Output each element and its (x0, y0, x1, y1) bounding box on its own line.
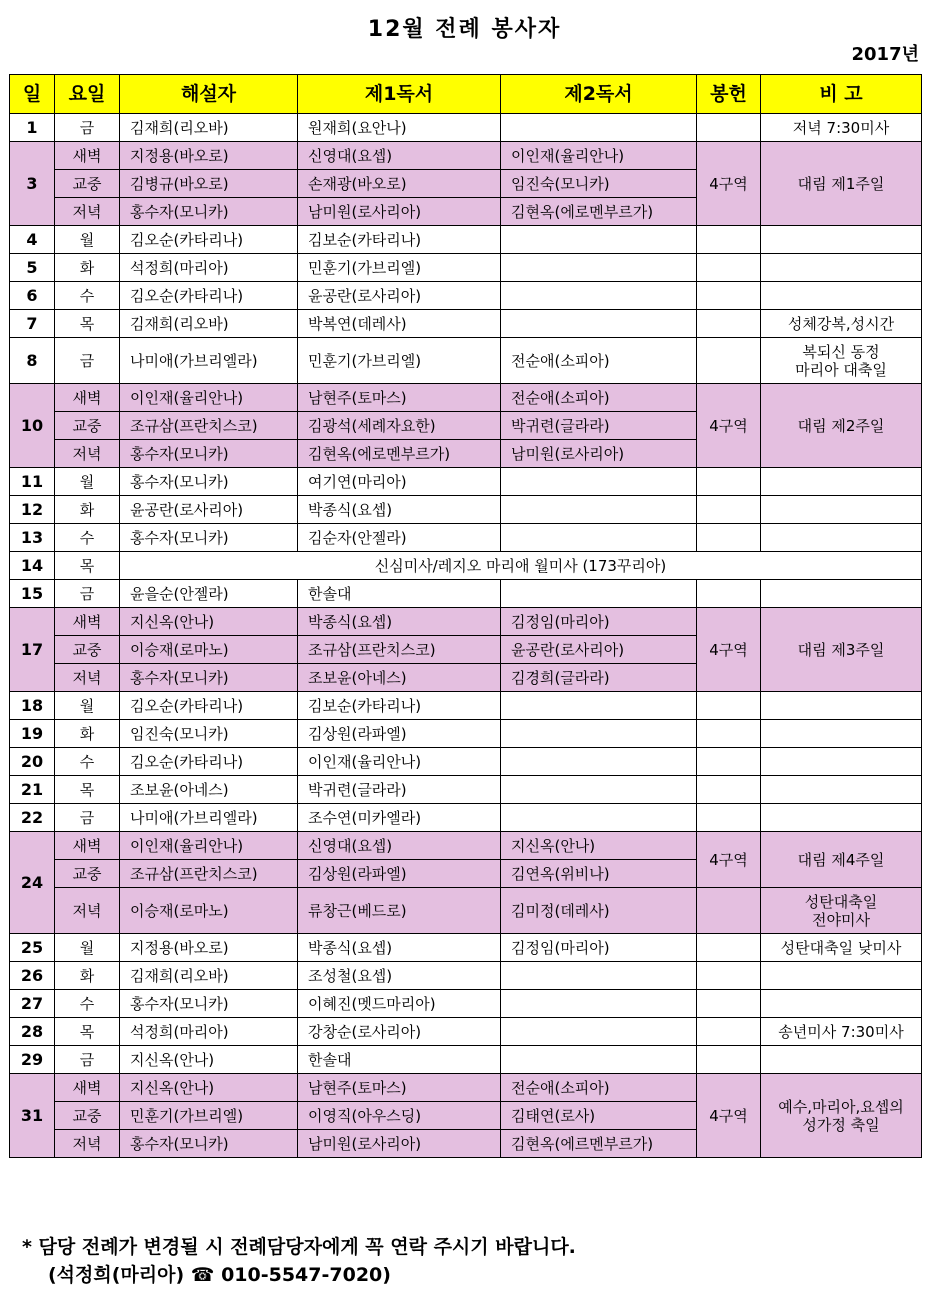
header-reading2: 제2독서 (501, 75, 697, 114)
reading2-cell (501, 310, 697, 338)
reading1-cell: 김보순(카타리나) (298, 226, 501, 254)
day-cell: 31 (10, 1074, 55, 1158)
weekday-cell: 수 (55, 990, 120, 1018)
weekday-cell: 목 (55, 1018, 120, 1046)
day-cell: 1 (10, 114, 55, 142)
weekday-cell: 월 (55, 226, 120, 254)
table-row (10, 1074, 922, 1102)
note-cell (761, 720, 922, 748)
offering-cell (697, 1046, 761, 1074)
reading1-cell: 민훈기(가브리엘) (298, 338, 501, 384)
table-row (10, 282, 922, 310)
footer-contact: (석정희(마리아) ☎ 010-5547-7020) (48, 1264, 391, 1286)
day-cell: 14 (10, 552, 55, 580)
note-cell (761, 580, 922, 608)
day-cell: 22 (10, 804, 55, 832)
offering-cell (697, 776, 761, 804)
offering-cell (697, 1018, 761, 1046)
note-cell (761, 692, 922, 720)
offering-cell (697, 496, 761, 524)
year-label: 2017년 (851, 44, 919, 65)
commentator-cell: 나미애(가브리엘라) (120, 338, 298, 384)
reading1-cell: 손재광(바오로) (298, 170, 501, 198)
reading2-cell: 남미원(로사리아) (501, 440, 697, 468)
reading1-cell: 남미원(로사리아) (298, 198, 501, 226)
reading2-cell (501, 990, 697, 1018)
reading2-cell: 김경희(글라라) (501, 664, 697, 692)
note-cell: 대림 제2주일 (761, 384, 922, 468)
offering-cell (697, 282, 761, 310)
table-row (10, 384, 922, 412)
header-note: 비 고 (761, 75, 922, 114)
commentator-cell: 석정희(마리아) (120, 254, 298, 282)
commentator-cell: 나미애(가브리엘라) (120, 804, 298, 832)
commentator-cell: 김오순(카타리나) (120, 226, 298, 254)
commentator-cell: 지신옥(안나) (120, 608, 298, 636)
reading1-cell: 조성철(요셉) (298, 962, 501, 990)
table-row (10, 524, 922, 552)
reading1-cell: 조보윤(아네스) (298, 664, 501, 692)
reading1-cell: 여기연(마리아) (298, 468, 501, 496)
day-cell: 4 (10, 226, 55, 254)
header-row (10, 75, 922, 114)
day-cell: 3 (10, 142, 55, 226)
day-cell: 7 (10, 310, 55, 338)
note-cell (761, 254, 922, 282)
reading1-cell: 김상원(라파엘) (298, 860, 501, 888)
weekday-cell: 저녁 (55, 888, 120, 934)
reading2-cell: 김연옥(위비나) (501, 860, 697, 888)
commentator-cell: 홍수자(모니카) (120, 664, 298, 692)
day-cell: 11 (10, 468, 55, 496)
reading1-cell: 신영대(요셉) (298, 142, 501, 170)
commentator-cell: 홍수자(모니카) (120, 1130, 298, 1158)
commentator-cell: 지정용(바오로) (120, 934, 298, 962)
note-cell: 대림 제3주일 (761, 608, 922, 692)
table-row (10, 962, 922, 990)
commentator-cell: 홍수자(모니카) (120, 524, 298, 552)
note-cell: 대림 제1주일 (761, 142, 922, 226)
schedule-body (10, 114, 922, 1158)
table-row (10, 468, 922, 496)
commentator-cell: 홍수자(모니카) (120, 468, 298, 496)
reading2-cell: 김미정(데레사) (501, 888, 697, 934)
reading2-cell (501, 254, 697, 282)
reading2-cell (501, 962, 697, 990)
reading2-cell (501, 720, 697, 748)
table-row (10, 608, 922, 636)
reading1-cell: 박종식(요셉) (298, 496, 501, 524)
weekday-cell: 월 (55, 692, 120, 720)
day-cell: 29 (10, 1046, 55, 1074)
reading2-cell: 김정임(마리아) (501, 934, 697, 962)
offering-cell (697, 310, 761, 338)
offering-cell (697, 804, 761, 832)
reading2-cell: 전순애(소피아) (501, 1074, 697, 1102)
reading2-cell (501, 524, 697, 552)
reading1-cell: 한솔대 (298, 580, 501, 608)
offering-cell (697, 748, 761, 776)
day-cell: 15 (10, 580, 55, 608)
reading2-cell (501, 748, 697, 776)
table-row (10, 1046, 922, 1074)
reading2-cell: 김정임(마리아) (501, 608, 697, 636)
note-cell (761, 496, 922, 524)
commentator-cell: 임진숙(모니카) (120, 720, 298, 748)
weekday-cell: 금 (55, 114, 120, 142)
offering-cell: 4구역 (697, 142, 761, 226)
weekday-cell: 금 (55, 338, 120, 384)
footer-notice: * 담당 전례가 변경될 시 전례담당자에게 꼭 연락 주시기 바랍니다. (22, 1236, 576, 1258)
reading2-cell: 전순애(소피아) (501, 338, 697, 384)
schedule-table (9, 74, 922, 1158)
reading2-cell (501, 692, 697, 720)
reading1-cell: 김상원(라파엘) (298, 720, 501, 748)
note-cell: 성체강복,성시간 (761, 310, 922, 338)
weekday-cell: 저녁 (55, 664, 120, 692)
day-cell: 5 (10, 254, 55, 282)
header-offering: 봉헌 (697, 75, 761, 114)
table-row (10, 888, 922, 934)
offering-cell (697, 226, 761, 254)
reading2-cell: 지신옥(안나) (501, 832, 697, 860)
commentator-cell: 홍수자(모니카) (120, 198, 298, 226)
table-row (10, 720, 922, 748)
commentator-cell: 윤공란(로사리아) (120, 496, 298, 524)
note-cell: 복되신 동정 마리아 대축일 (761, 338, 922, 384)
table-row (10, 776, 922, 804)
commentator-cell: 김재희(리오바) (120, 310, 298, 338)
commentator-cell: 이인재(율리안나) (120, 384, 298, 412)
note-cell (761, 990, 922, 1018)
header-day: 일 (10, 75, 55, 114)
reading1-cell: 이인재(율리안나) (298, 748, 501, 776)
day-cell: 20 (10, 748, 55, 776)
weekday-cell: 교중 (55, 636, 120, 664)
day-cell: 10 (10, 384, 55, 468)
weekday-cell: 목 (55, 552, 120, 580)
reading1-cell: 김광석(세례자요한) (298, 412, 501, 440)
reading1-cell: 박종식(요셉) (298, 934, 501, 962)
offering-cell (697, 888, 761, 934)
reading2-cell (501, 114, 697, 142)
note-cell (761, 282, 922, 310)
commentator-cell: 이승재(로마노) (120, 888, 298, 934)
commentator-cell: 윤을순(안젤라) (120, 580, 298, 608)
reading1-cell: 윤공란(로사리아) (298, 282, 501, 310)
note-cell: 송년미사 7:30미사 (761, 1018, 922, 1046)
offering-cell (697, 580, 761, 608)
reading2-cell (501, 804, 697, 832)
commentator-cell: 이승재(로마노) (120, 636, 298, 664)
reading1-cell: 김현옥(에로멘부르가) (298, 440, 501, 468)
table-row (10, 580, 922, 608)
reading1-cell: 김순자(안젤라) (298, 524, 501, 552)
offering-cell (697, 934, 761, 962)
day-cell: 25 (10, 934, 55, 962)
commentator-cell: 김병규(바오로) (120, 170, 298, 198)
reading2-cell (501, 1046, 697, 1074)
reading2-cell: 김태연(로사) (501, 1102, 697, 1130)
reading1-cell: 한솔대 (298, 1046, 501, 1074)
reading1-cell: 김보순(카타리나) (298, 692, 501, 720)
reading2-cell: 김현옥(에르멘부르가) (501, 1130, 697, 1158)
note-cell: 예수,마리아,요셉의 성가정 축일 (761, 1074, 922, 1158)
day-cell: 26 (10, 962, 55, 990)
page-title: 12월 전례 봉사자 (367, 17, 562, 42)
commentator-cell: 이인재(율리안나) (120, 832, 298, 860)
table-row (10, 748, 922, 776)
reading1-cell: 신영대(요셉) (298, 832, 501, 860)
table-row (10, 114, 922, 142)
weekday-cell: 수 (55, 524, 120, 552)
day-cell: 17 (10, 608, 55, 692)
commentator-cell: 조보윤(아네스) (120, 776, 298, 804)
table-row (10, 552, 922, 580)
commentator-cell: 조규삼(프란치스코) (120, 860, 298, 888)
day-cell: 13 (10, 524, 55, 552)
day-cell: 6 (10, 282, 55, 310)
reading1-cell: 민훈기(가브리엘) (298, 254, 501, 282)
reading2-cell: 김현옥(에로멘부르가) (501, 198, 697, 226)
reading1-cell: 이영직(아우스딩) (298, 1102, 501, 1130)
reading1-cell: 박복연(데레사) (298, 310, 501, 338)
commentator-cell: 지신옥(안나) (120, 1074, 298, 1102)
weekday-cell: 화 (55, 496, 120, 524)
table-row (10, 496, 922, 524)
day-cell: 21 (10, 776, 55, 804)
table-row (10, 254, 922, 282)
table-row (10, 226, 922, 254)
table-row (10, 310, 922, 338)
table-row (10, 338, 922, 384)
note-cell (761, 748, 922, 776)
commentator-cell: 김오순(카타리나) (120, 692, 298, 720)
reading2-cell (501, 1018, 697, 1046)
weekday-cell: 새벽 (55, 832, 120, 860)
reading1-cell: 강창순(로사리아) (298, 1018, 501, 1046)
commentator-cell: 지신옥(안나) (120, 1046, 298, 1074)
table-row (10, 934, 922, 962)
weekday-cell: 화 (55, 254, 120, 282)
reading1-cell: 박귀련(글라라) (298, 776, 501, 804)
day-cell: 28 (10, 1018, 55, 1046)
note-cell (761, 776, 922, 804)
commentator-cell: 조규삼(프란치스코) (120, 412, 298, 440)
reading1-cell: 남현주(토마스) (298, 1074, 501, 1102)
commentator-cell: 김오순(카타리나) (120, 282, 298, 310)
note-cell (761, 468, 922, 496)
reading2-cell (501, 226, 697, 254)
table-row (10, 142, 922, 170)
weekday-cell: 월 (55, 468, 120, 496)
offering-cell (697, 524, 761, 552)
table-row (10, 692, 922, 720)
note-cell (761, 226, 922, 254)
reading2-cell: 전순애(소피아) (501, 384, 697, 412)
day-cell: 27 (10, 990, 55, 1018)
reading2-cell (501, 496, 697, 524)
day-cell: 18 (10, 692, 55, 720)
header-reading1: 제1독서 (298, 75, 501, 114)
offering-cell (697, 338, 761, 384)
day-cell: 8 (10, 338, 55, 384)
table-row (10, 990, 922, 1018)
header-weekday: 요일 (55, 75, 120, 114)
table-row (10, 832, 922, 860)
offering-cell (697, 692, 761, 720)
reading2-cell: 박귀련(글라라) (501, 412, 697, 440)
offering-cell (697, 114, 761, 142)
weekday-cell: 교중 (55, 1102, 120, 1130)
table-row (10, 1018, 922, 1046)
offering-cell: 4구역 (697, 384, 761, 468)
reading1-cell: 남현주(토마스) (298, 384, 501, 412)
weekday-cell: 금 (55, 1046, 120, 1074)
offering-cell: 4구역 (697, 608, 761, 692)
day-cell: 19 (10, 720, 55, 748)
weekday-cell: 새벽 (55, 608, 120, 636)
commentator-cell: 홍수자(모니카) (120, 440, 298, 468)
weekday-cell: 교중 (55, 860, 120, 888)
note-cell: 성탄대축일 전야미사 (761, 888, 922, 934)
reading1-cell: 조수연(미카엘라) (298, 804, 501, 832)
weekday-cell: 수 (55, 282, 120, 310)
note-cell (761, 1046, 922, 1074)
table-row (10, 804, 922, 832)
offering-cell (697, 254, 761, 282)
offering-cell: 4구역 (697, 832, 761, 888)
weekday-cell: 화 (55, 720, 120, 748)
weekday-cell: 새벽 (55, 142, 120, 170)
commentator-cell: 김오순(카타리나) (120, 748, 298, 776)
reading2-cell: 임진숙(모니카) (501, 170, 697, 198)
note-cell: 저녁 7:30미사 (761, 114, 922, 142)
commentator-cell: 민훈기(가브리엘) (120, 1102, 298, 1130)
reading2-cell (501, 776, 697, 804)
weekday-cell: 월 (55, 934, 120, 962)
weekday-cell: 수 (55, 748, 120, 776)
weekday-cell: 화 (55, 962, 120, 990)
offering-cell (697, 720, 761, 748)
weekday-cell: 목 (55, 310, 120, 338)
header-commentator: 해설자 (120, 75, 298, 114)
commentator-cell: 김재희(리오바) (120, 114, 298, 142)
reading1-cell: 남미원(로사리아) (298, 1130, 501, 1158)
reading1-cell: 원재희(요안나) (298, 114, 501, 142)
reading1-cell: 박종식(요셉) (298, 608, 501, 636)
reading2-cell (501, 282, 697, 310)
reading1-cell: 조규삼(프란치스코) (298, 636, 501, 664)
weekday-cell: 교중 (55, 412, 120, 440)
weekday-cell: 금 (55, 804, 120, 832)
offering-cell (697, 468, 761, 496)
weekday-cell: 새벽 (55, 384, 120, 412)
note-cell (761, 524, 922, 552)
offering-cell: 4구역 (697, 1074, 761, 1158)
note-cell (761, 804, 922, 832)
commentator-cell: 석정희(마리아) (120, 1018, 298, 1046)
day-cell: 12 (10, 496, 55, 524)
offering-cell (697, 990, 761, 1018)
weekday-cell: 저녁 (55, 440, 120, 468)
reading2-cell: 윤공란(로사리아) (501, 636, 697, 664)
reading2-cell (501, 580, 697, 608)
commentator-cell: 지정용(바오로) (120, 142, 298, 170)
reading2-cell: 이인재(율리안나) (501, 142, 697, 170)
weekday-cell: 금 (55, 580, 120, 608)
special-mass-cell: 신심미사/레지오 마리애 월미사 (173꾸리아) (120, 552, 922, 580)
note-cell: 대림 제4주일 (761, 832, 922, 888)
commentator-cell: 홍수자(모니카) (120, 990, 298, 1018)
day-cell: 24 (10, 832, 55, 934)
weekday-cell: 목 (55, 776, 120, 804)
weekday-cell: 저녁 (55, 1130, 120, 1158)
weekday-cell: 저녁 (55, 198, 120, 226)
reading2-cell (501, 468, 697, 496)
weekday-cell: 교중 (55, 170, 120, 198)
note-cell (761, 962, 922, 990)
note-cell: 성탄대축일 낮미사 (761, 934, 922, 962)
reading1-cell: 이혜진(멧드마리아) (298, 990, 501, 1018)
offering-cell (697, 962, 761, 990)
reading1-cell: 류창근(베드로) (298, 888, 501, 934)
commentator-cell: 김재희(리오바) (120, 962, 298, 990)
weekday-cell: 새벽 (55, 1074, 120, 1102)
